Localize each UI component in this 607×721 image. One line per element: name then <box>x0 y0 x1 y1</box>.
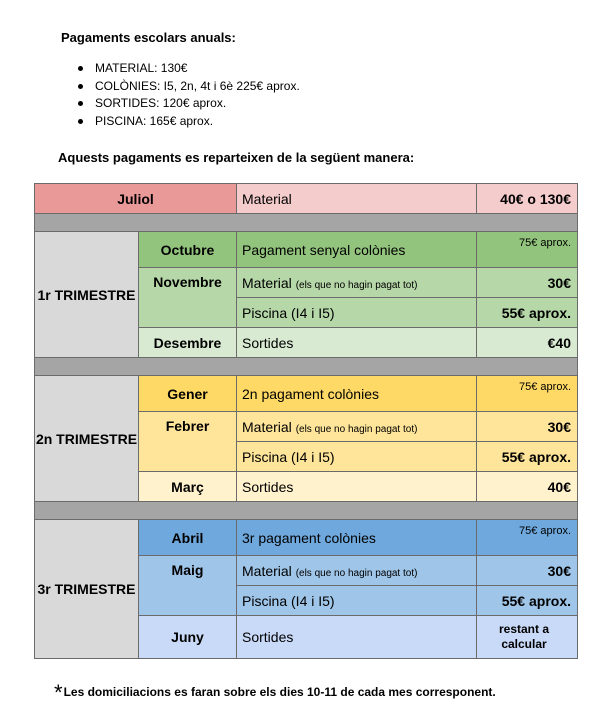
separator-row <box>35 214 578 232</box>
item-cell: 3r pagament colònies <box>237 520 477 556</box>
month-cell: Març <box>139 472 237 502</box>
month-cell: Juny <box>139 616 237 659</box>
amount-cell: 30€ <box>477 268 578 298</box>
amount-cell: 55€ aprox. <box>477 442 578 472</box>
section-subtitle: Aquests pagaments es reparteixen de la següent manera: <box>58 150 415 165</box>
trimester-label: 3r TRIMESTRE <box>35 520 139 659</box>
item-cell: Piscina (I4 i I5) <box>237 442 477 472</box>
item-label: Material <box>242 274 292 291</box>
item-cell: Piscina (I4 i I5) <box>237 586 477 616</box>
item-note: (els que no hagin pagat tot) <box>295 567 418 579</box>
month-cell: Juliol <box>35 184 237 214</box>
amount-cell: 55€ aprox. <box>477 586 578 616</box>
amount-cell: 40€ <box>477 472 578 502</box>
month-cell: Desembre <box>139 328 237 358</box>
table-row <box>35 520 578 556</box>
table-row <box>35 232 578 268</box>
payment-summary-list <box>78 60 300 130</box>
trimester-label: 2n TRIMESTRE <box>35 376 139 502</box>
amount-cell: 55€ aprox. <box>477 298 578 328</box>
list-item: COLÒNIES: I5, 2n, 4t i 6è 225€ aprox. <box>78 78 300 96</box>
amount-cell: 30€ <box>477 556 578 586</box>
item-label: Material <box>242 562 292 579</box>
item-note: (els que no hagin pagat tot) <box>295 279 418 291</box>
amount-cell: 30€ <box>477 412 578 442</box>
separator-row <box>35 358 578 376</box>
footnote <box>54 676 496 705</box>
month-cell: Febrer <box>139 412 237 472</box>
amount-cell: 75€ aprox. <box>477 232 578 268</box>
list-item: SORTIDES: 120€ aprox. <box>78 95 300 113</box>
table-row-juliol <box>35 184 578 214</box>
item-cell <box>237 412 477 442</box>
month-cell: Gener <box>139 376 237 412</box>
trimester-label: 1r TRIMESTRE <box>35 232 139 358</box>
item-cell <box>237 268 477 298</box>
month-cell: Novembre <box>139 268 237 328</box>
month-cell: Octubre <box>139 232 237 268</box>
item-cell <box>237 556 477 586</box>
item-cell: 2n pagament colònies <box>237 376 477 412</box>
footnote-asterisk: * <box>54 680 63 705</box>
item-cell: Pagament senyal colònies <box>237 232 477 268</box>
list-item: MATERIAL: 130€ <box>78 60 300 78</box>
footnote-text: Les domiciliacions es faran sobre els dies 10-11 de cada mes corresponent. <box>63 685 496 699</box>
item-label: Material <box>242 418 292 435</box>
amount-cell: 75€ aprox. <box>477 376 578 412</box>
item-cell: Sortides <box>237 616 477 659</box>
table-row <box>35 376 578 412</box>
separator-row <box>35 502 578 520</box>
amount-cell: €40 <box>477 328 578 358</box>
amount-cell: 40€ o 130€ <box>477 184 578 214</box>
item-cell: Material <box>237 184 477 214</box>
month-cell: Abril <box>139 520 237 556</box>
month-cell: Maig <box>139 556 237 616</box>
item-cell: Sortides <box>237 472 477 502</box>
item-cell: Piscina (I4 i I5) <box>237 298 477 328</box>
amount-cell: 75€ aprox. <box>477 520 578 556</box>
page-title: Pagaments escolars anuals: <box>61 30 236 45</box>
item-cell: Sortides <box>237 328 477 358</box>
item-note: (els que no hagin pagat tot) <box>295 423 418 435</box>
amount-cell: restant a calcular <box>477 616 578 659</box>
payment-schedule-table <box>34 183 578 659</box>
list-item: PISCINA: 165€ aprox. <box>78 113 300 131</box>
